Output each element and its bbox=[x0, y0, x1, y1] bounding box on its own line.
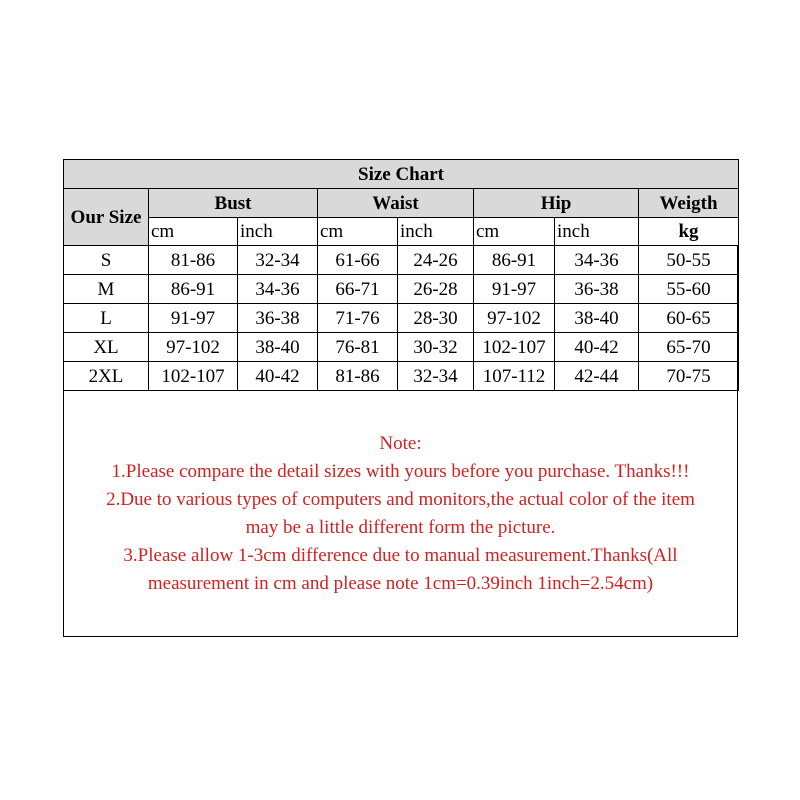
notes-block bbox=[64, 430, 737, 598]
cell-bust-inch: 40-42 bbox=[238, 362, 318, 391]
chart-title: Size Chart bbox=[64, 160, 739, 189]
cell-waist-inch: 30-32 bbox=[398, 333, 474, 362]
group-header-waist: Waist bbox=[318, 189, 474, 218]
cell-waist-inch: 26-28 bbox=[398, 275, 474, 304]
unit-hip-inch: inch bbox=[555, 218, 639, 246]
cell-bust-inch: 38-40 bbox=[238, 333, 318, 362]
table-body bbox=[64, 246, 739, 391]
unit-bust-inch: inch bbox=[238, 218, 318, 246]
size-chart bbox=[63, 159, 738, 637]
unit-waist-cm: cm bbox=[318, 218, 398, 246]
note-line-3: 3.Please allow 1-3cm difference due to manual measurement.Thanks(All bbox=[123, 545, 678, 566]
cell-size: XL bbox=[64, 333, 149, 362]
cell-hip-inch: 42-44 bbox=[555, 362, 639, 391]
cell-bust-inch: 36-38 bbox=[238, 304, 318, 333]
cell-bust-cm: 97-102 bbox=[149, 333, 238, 362]
cell-bust-cm: 81-86 bbox=[149, 246, 238, 275]
cell-bust-inch: 32-34 bbox=[238, 246, 318, 275]
cell-weight-kg: 70-75 bbox=[639, 362, 739, 391]
cell-size: M bbox=[64, 275, 149, 304]
cell-waist-inch: 32-34 bbox=[398, 362, 474, 391]
cell-waist-cm: 66-71 bbox=[318, 275, 398, 304]
cell-hip-cm: 91-97 bbox=[474, 275, 555, 304]
note-heading: Note: bbox=[379, 433, 422, 454]
table-row bbox=[64, 304, 739, 333]
table-row bbox=[64, 275, 739, 304]
unit-waist-inch: inch bbox=[398, 218, 474, 246]
cell-bust-inch: 34-36 bbox=[238, 275, 318, 304]
cell-hip-cm: 97-102 bbox=[474, 304, 555, 333]
cell-bust-cm: 86-91 bbox=[149, 275, 238, 304]
size-table bbox=[63, 159, 739, 391]
table-row bbox=[64, 246, 739, 275]
unit-weight-kg: kg bbox=[639, 218, 739, 246]
cell-weight-kg: 65-70 bbox=[639, 333, 739, 362]
cell-weight-kg: 50-55 bbox=[639, 246, 739, 275]
cell-hip-inch: 38-40 bbox=[555, 304, 639, 333]
cell-hip-cm: 107-112 bbox=[474, 362, 555, 391]
note-line-2-cont: may be a little different form the picture. bbox=[245, 517, 556, 538]
group-header-bust: Bust bbox=[149, 189, 318, 218]
cell-hip-inch: 34-36 bbox=[555, 246, 639, 275]
cell-waist-inch: 24-26 bbox=[398, 246, 474, 275]
cell-size: 2XL bbox=[64, 362, 149, 391]
note-line-2: 2.Due to various types of computers and monitors,the actual color of the item bbox=[106, 489, 695, 510]
unit-bust-cm: cm bbox=[149, 218, 238, 246]
cell-waist-inch: 28-30 bbox=[398, 304, 474, 333]
note-line-3-cont: measurement in cm and please note 1cm=0.39inch 1inch=2.54cm) bbox=[147, 573, 654, 594]
cell-weight-kg: 55-60 bbox=[639, 275, 739, 304]
cell-size: S bbox=[64, 246, 149, 275]
note-line-1: 1.Please compare the detail sizes with yours before you purchase. Thanks!!! bbox=[111, 461, 690, 482]
group-header-weight: Weigth bbox=[639, 189, 739, 218]
cell-hip-inch: 40-42 bbox=[555, 333, 639, 362]
cell-hip-inch: 36-38 bbox=[555, 275, 639, 304]
cell-weight-kg: 60-65 bbox=[639, 304, 739, 333]
table-row bbox=[64, 362, 739, 391]
table-row bbox=[64, 333, 739, 362]
cell-waist-cm: 76-81 bbox=[318, 333, 398, 362]
unit-hip-cm: cm bbox=[474, 218, 555, 246]
group-header-hip: Hip bbox=[474, 189, 639, 218]
cell-bust-cm: 91-97 bbox=[149, 304, 238, 333]
cell-waist-cm: 71-76 bbox=[318, 304, 398, 333]
cell-waist-cm: 81-86 bbox=[318, 362, 398, 391]
cell-hip-cm: 102-107 bbox=[474, 333, 555, 362]
our-size-header: Our Size bbox=[64, 189, 149, 246]
cell-size: L bbox=[64, 304, 149, 333]
cell-hip-cm: 86-91 bbox=[474, 246, 555, 275]
cell-bust-cm: 102-107 bbox=[149, 362, 238, 391]
cell-waist-cm: 61-66 bbox=[318, 246, 398, 275]
